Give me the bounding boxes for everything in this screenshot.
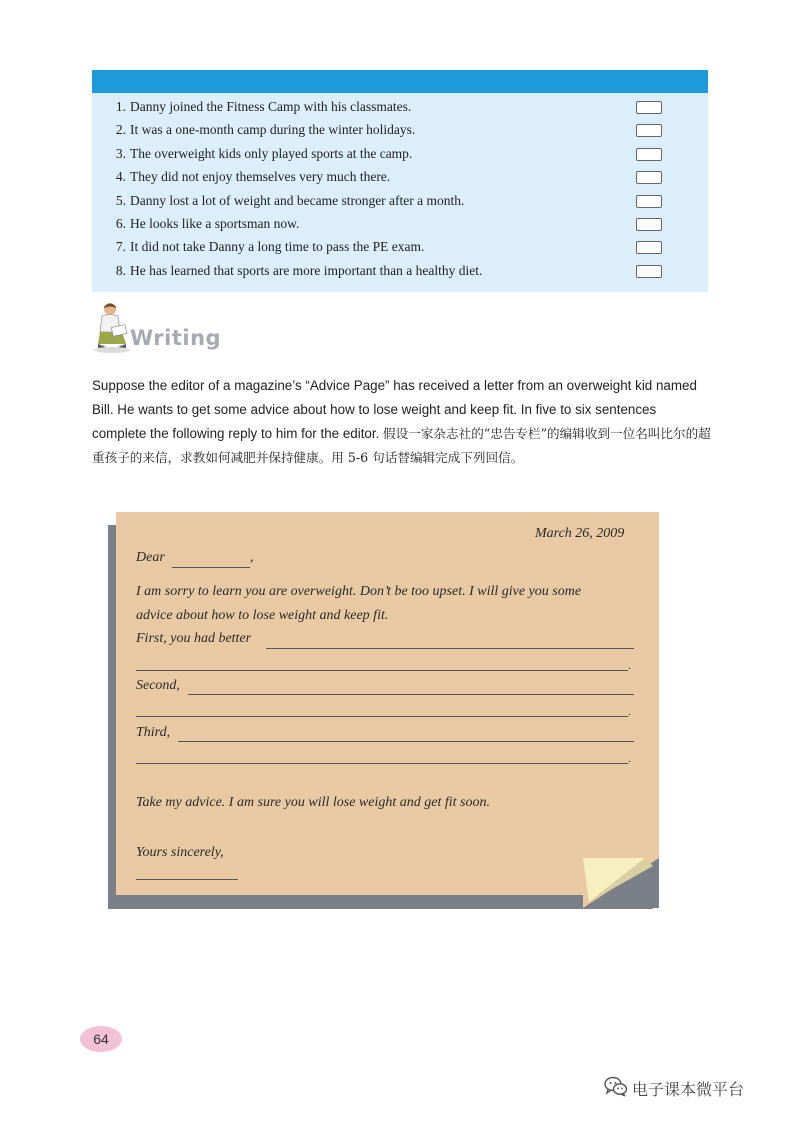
first-period: . (628, 658, 631, 672)
letter-card (116, 512, 659, 895)
true-false-exercise (92, 70, 708, 292)
second-blank-line-2[interactable] (136, 716, 628, 717)
page-curl-corner (583, 858, 659, 908)
statement-number: 4. (115, 169, 126, 185)
answer-checkbox[interactable] (636, 148, 662, 161)
third-blank-line-1[interactable] (178, 741, 634, 742)
second-blank-line-1[interactable] (188, 694, 634, 695)
salutation-comma: , (250, 550, 254, 565)
answer-checkbox[interactable] (636, 101, 662, 114)
statement-item (92, 259, 708, 282)
statement-number: 2. (115, 122, 126, 138)
statement-item (92, 118, 708, 141)
statement-text: It did not take Danny a long time to pass the PE exam. (130, 239, 425, 255)
statement-text: He has learned that sports are more important than a healthy diet. (130, 262, 483, 278)
third-blank-line-2[interactable] (136, 763, 628, 764)
statement-item (92, 142, 708, 165)
letter-second: Second, (136, 678, 180, 693)
third-period: . (628, 751, 631, 765)
statement-item (92, 212, 708, 235)
recipient-blank[interactable] (172, 567, 250, 568)
second-period: . (628, 704, 631, 718)
statement-item (92, 165, 708, 188)
statement-number: 5. (115, 192, 126, 208)
instructions-english: Suppose the editor of a magazine’s “Advice Page” has received a letter from an overweight kid named Bill. He wants to get some advice about how to lose weight and keep fit. In five to six sentences complete the following reply to him for the editor. (92, 378, 697, 441)
answer-checkbox[interactable] (636, 218, 662, 231)
statement-text: He looks like a sportsman now. (130, 215, 300, 231)
statement-number: 7. (115, 239, 126, 255)
statement-item (92, 95, 708, 118)
letter-salutation: Dear (136, 550, 165, 565)
signature-blank[interactable] (136, 879, 238, 880)
statement-number: 6. (115, 215, 126, 231)
first-blank-line-1[interactable] (266, 648, 634, 649)
letter-third: Third, (136, 725, 171, 740)
answer-checkbox[interactable] (636, 241, 662, 254)
letter-date: March 26, 2009 (535, 526, 625, 541)
answer-checkbox[interactable] (636, 195, 662, 208)
statement-text: They did not enjoy themselves very much there. (130, 169, 391, 185)
writer-icon (92, 300, 132, 354)
statement-number: 1. (115, 99, 126, 114)
writing-title: Writing (130, 326, 222, 350)
answer-checkbox[interactable] (636, 124, 662, 137)
watermark-text: 电子课本微平台 (632, 1080, 745, 1099)
letter-intro-line-2: advice about how to lose weight and keep fit. (136, 608, 389, 623)
exercise-header-bar (92, 70, 708, 93)
answer-checkbox[interactable] (636, 265, 662, 278)
statement-list (92, 95, 708, 282)
letter-closing: Take my advice. I am sure you will lose weight and get fit soon. (136, 795, 490, 810)
letter-intro-line-1: I am sorry to learn you are overweight. Don’t be too upset. I will give you some (136, 584, 582, 599)
watermark (604, 1074, 794, 1100)
statement-item (92, 235, 708, 258)
statement-number: 3. (115, 145, 126, 161)
answer-checkbox[interactable] (636, 171, 662, 184)
letter-first: First, you had better (136, 631, 252, 646)
statement-text: It was a one-month camp during the winter holidays. (130, 122, 416, 138)
writing-section-heading (92, 300, 332, 356)
instructions-chinese: 假设一家杂志社的“忠告专栏”的编辑收到一位名叫比尔的超重孩子的来信，求教如何减肥并保持健康。用 5-6 句话替编辑完成下列回信。 (92, 426, 711, 465)
statement-text: The overweight kids only played sports at the camp. (130, 145, 413, 161)
first-blank-line-2[interactable] (136, 670, 628, 671)
statement-item (92, 189, 708, 212)
letter-sign-off: Yours sincerely, (136, 845, 224, 860)
statement-text: Danny joined the Fitness Camp with his classmates. (130, 99, 412, 114)
statement-text: Danny lost a lot of weight and became stronger after a month. (130, 192, 465, 208)
writing-instructions (92, 374, 712, 470)
wechat-icon (604, 1076, 628, 1098)
statement-number: 8. (115, 262, 126, 278)
page-number: 64 (93, 1031, 109, 1047)
